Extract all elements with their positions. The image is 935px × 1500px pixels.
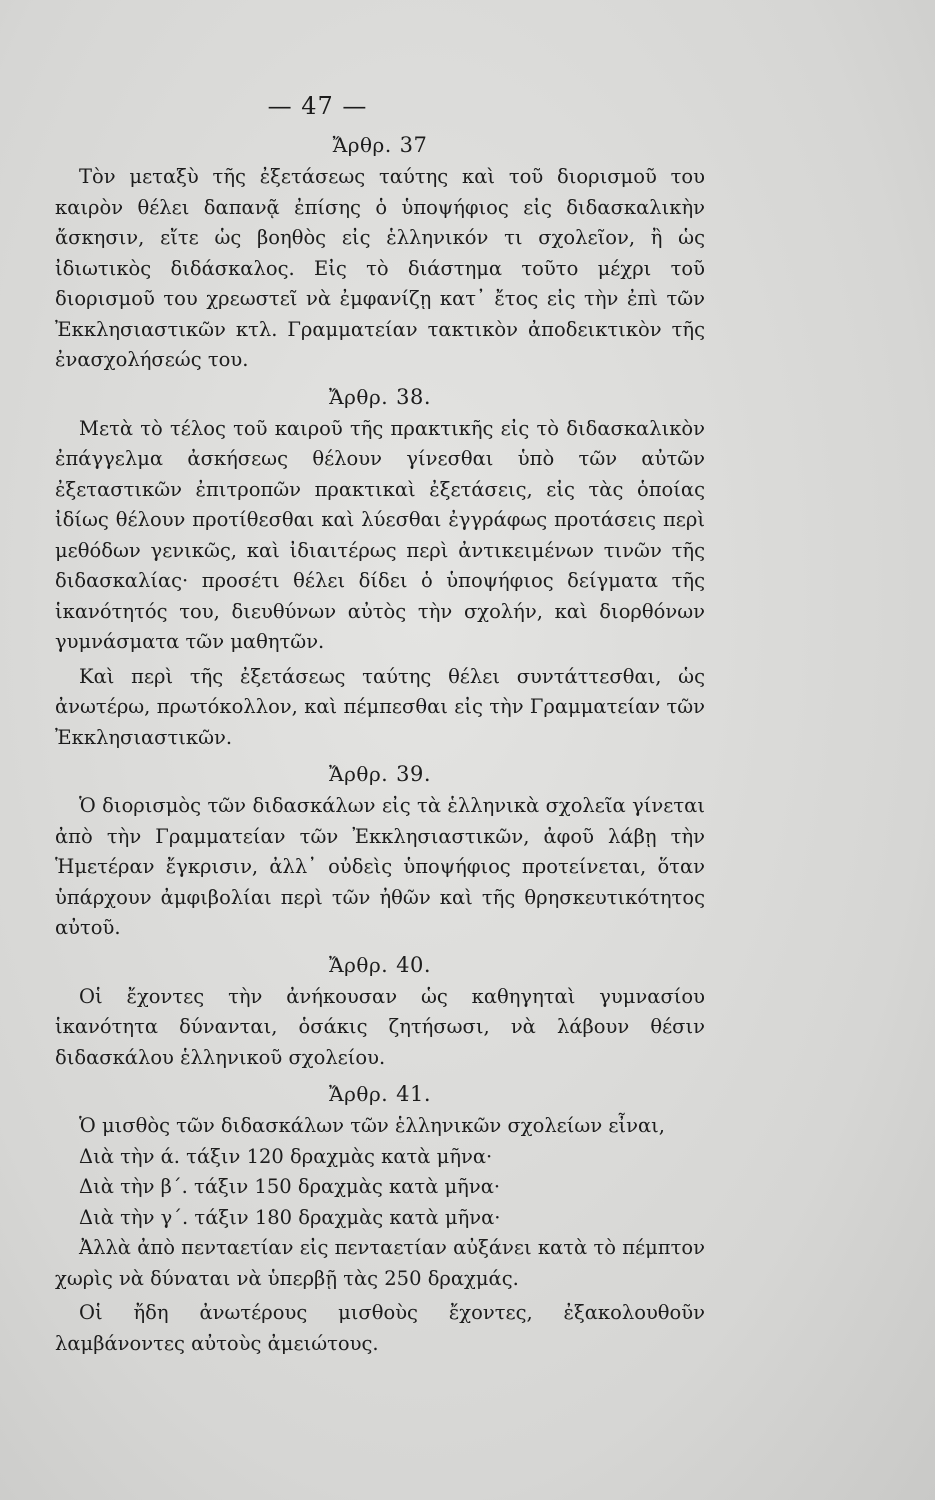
- article-heading: Ἄρθρ. 39.: [329, 762, 431, 786]
- article-paragraph: Οἱ ἔχοντες τὴν ἀνήκουσαν ὡς καθηγηταὶ γυμνασίου ἱκανότητα δύνανται, ὁσάκις ζητήσωσι, νὰ λάβουν θέσιν διδασκάλου ἑλληνικοῦ σχολείου.: [55, 984, 705, 1069]
- article-paragraph: Ἀλλὰ ἀπὸ πενταετίαν εἰς πενταετίαν αὐξάνει κατὰ τὸ πέμπτον χωρὶς νὰ δύναται νὰ ὑπερβῇ τὰς 250 δραχμάς.: [55, 1236, 705, 1290]
- article-paragraph: Τὸν μεταξὺ τῆς ἐξετάσεως ταύτης καὶ τοῦ διορισμοῦ του καιρὸν θέλει δαπανᾷ ἐπίσης ὁ ὑποψήφιος εἰς διδασκαλικὴν ἄσκησιν, εἴτε ὡς βοηθὸς εἰς ἑλληνικόν τι σχολεῖον, ἢ ὡς ἰδιωτικὸς διδάσκαλος. Εἰς τὸ διάστημα τοῦτο μέχρι τοῦ διορισμοῦ του χρεωστεῖ νὰ ἐμφανίζῃ κατ᾽ ἔτος εἰς τὴν ἐπὶ τῶν Ἐκκλησιαστικῶν κτλ. Γραμματείαν τακτικὸν ἀποδεικτικὸν τῆς ἐνασχολήσεώς του.: [55, 165, 705, 371]
- page-number: — 47 —: [267, 92, 368, 120]
- article-40: [55, 948, 705, 1074]
- article-heading: Ἄρθρ. 37: [332, 133, 428, 157]
- salary-line: Διὰ τὴν γ΄. τάξιν 180 δραχμὰς κατὰ μῆνα·: [79, 1205, 501, 1229]
- salary-intro: Ὁ μισθὸς τῶν διδασκάλων τῶν ἑλληνικῶν σχολείων εἶναι,: [79, 1114, 665, 1137]
- article-heading: Ἄρθρ. 41.: [329, 1082, 431, 1106]
- article-37: [55, 128, 705, 376]
- article-paragraph: Καὶ περὶ τῆς ἐξετάσεως ταύτης θέλει συντάττεσθαι, ὡς ἀνωτέρω, πρωτόκολλον, καὶ πέμπεσθαι εἰς τὴν Γραμματείαν τῶν Ἐκκλησιαστικῶν.: [55, 664, 705, 749]
- salary-line: Διὰ τὴν β΄. τάξιν 150 δραχμὰς κατὰ μῆνα·: [79, 1175, 501, 1198]
- article-paragraph: Οἱ ἤδη ἀνωτέρους μισθοὺς ἔχοντες, ἐξακολουθοῦν λαμβάνοντες αὐτοὺς ἀμειώτους.: [55, 1301, 705, 1355]
- article-38: [55, 380, 705, 754]
- text-block: [55, 128, 705, 1363]
- article-41: [55, 1077, 705, 1359]
- article-paragraph: Μετὰ τὸ τέλος τοῦ καιροῦ τῆς πρακτικῆς εἰς τὸ διδασκαλικὸν ἐπάγγελμα ἀσκήσεως θέλουν γίνεσθαι ὑπὸ τῶν αὐτῶν ἐξεταστικῶν ἐπιτροπῶν πρακτικαὶ ἐξετάσεις, εἰς τὰς ὁποίας ἰδίως θέλουν προτίθεσθαι καὶ λύεσθαι ἐγγράφως προτάσεις περὶ μεθόδων γενικῶς, καὶ ἰδιαιτέρως περὶ ἀντικειμένων τινῶν τῆς διδασκαλίας· προσέτι θέλει δίδει ὁ ὑποψήφιος δείγματα τῆς ἱκανότητός του, διευθύνων αὐτὸς τὴν σχολήν, καὶ διορθόνων γυμνάσματα τῶν μαθητῶν.: [55, 416, 705, 653]
- salary-line: Διὰ τὴν ά. τάξιν 120 δραχμὰς κατὰ μῆνα·: [79, 1144, 493, 1168]
- article-heading: Ἄρθρ. 40.: [329, 952, 431, 977]
- article-heading: Ἄρθρ. 38.: [329, 384, 431, 409]
- article-paragraph: Ὁ διορισμὸς τῶν διδασκάλων εἰς τὰ ἑλληνικὰ σχολεῖα γίνεται ἀπὸ τὴν Γραμματείαν τῶν Ἐκκλησιαστικῶν, ἀφοῦ λάβῃ τὴν Ἡμετέραν ἔγκρισιν, ἀλλ᾽ οὐδεὶς ὑποψήφιος προτείνεται, ὅταν ὑπάρχουν ἀμφιβολίαι περὶ τῶν ἠθῶν καὶ τῆς θρησκευτικότητος αὐτοῦ.: [55, 794, 705, 939]
- article-39: [55, 757, 705, 944]
